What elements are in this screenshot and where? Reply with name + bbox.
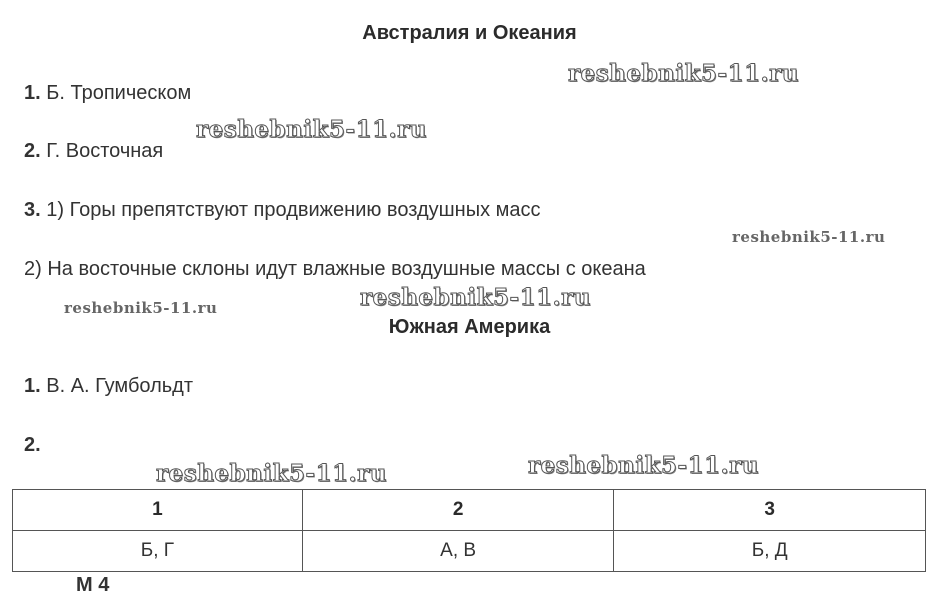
answer-number: 1. xyxy=(24,82,41,104)
watermark: reshebnik5-11.ru xyxy=(196,116,427,143)
answer-text: Г. Восточная xyxy=(46,140,164,162)
answer-number: 2. xyxy=(24,434,41,456)
answer-1-south-america xyxy=(24,375,193,398)
table-cell: А, В xyxy=(302,531,614,572)
table-header-cell: 3 xyxy=(614,490,926,531)
answer-1-australia xyxy=(24,82,191,105)
section-title-australia: Австралия и Океания xyxy=(362,22,577,44)
answer-text: Б. Тропическом xyxy=(46,82,192,104)
answer-table xyxy=(12,489,926,572)
answer-number: 2. xyxy=(24,140,41,162)
watermark: reshebnik5-11.ru xyxy=(64,299,218,317)
watermark: reshebnik5-11.ru xyxy=(732,228,886,246)
watermark: reshebnik5-11.ru xyxy=(156,460,387,487)
table-row xyxy=(13,531,926,572)
answer-3-australia-part2: 2) На восточные склоны идут влажные воздушные массы с океана xyxy=(24,258,646,280)
answer-number: 1. xyxy=(24,375,41,397)
watermark: reshebnik5-11.ru xyxy=(568,60,799,87)
table-header-cell: 2 xyxy=(302,490,614,531)
answer-3-australia xyxy=(24,199,541,222)
table-cell: Б, Д xyxy=(614,531,926,572)
watermark: reshebnik5-11.ru xyxy=(360,284,591,311)
table-header-cell: 1 xyxy=(13,490,303,531)
table-header-row xyxy=(13,490,926,531)
answer-text: В. А. Гумбольдт xyxy=(46,375,194,397)
section-title-south-america: Южная Америка xyxy=(388,316,551,338)
cut-off-text: М 4 xyxy=(76,574,110,596)
answer-text: 1) Горы препятствуют продвижению воздушных масс xyxy=(46,199,541,221)
table-cell: Б, Г xyxy=(13,531,303,572)
answer-2-australia xyxy=(24,140,163,163)
answer-number: 3. xyxy=(24,199,41,221)
answer-2-south-america xyxy=(24,434,41,457)
watermark: reshebnik5-11.ru xyxy=(528,452,759,479)
